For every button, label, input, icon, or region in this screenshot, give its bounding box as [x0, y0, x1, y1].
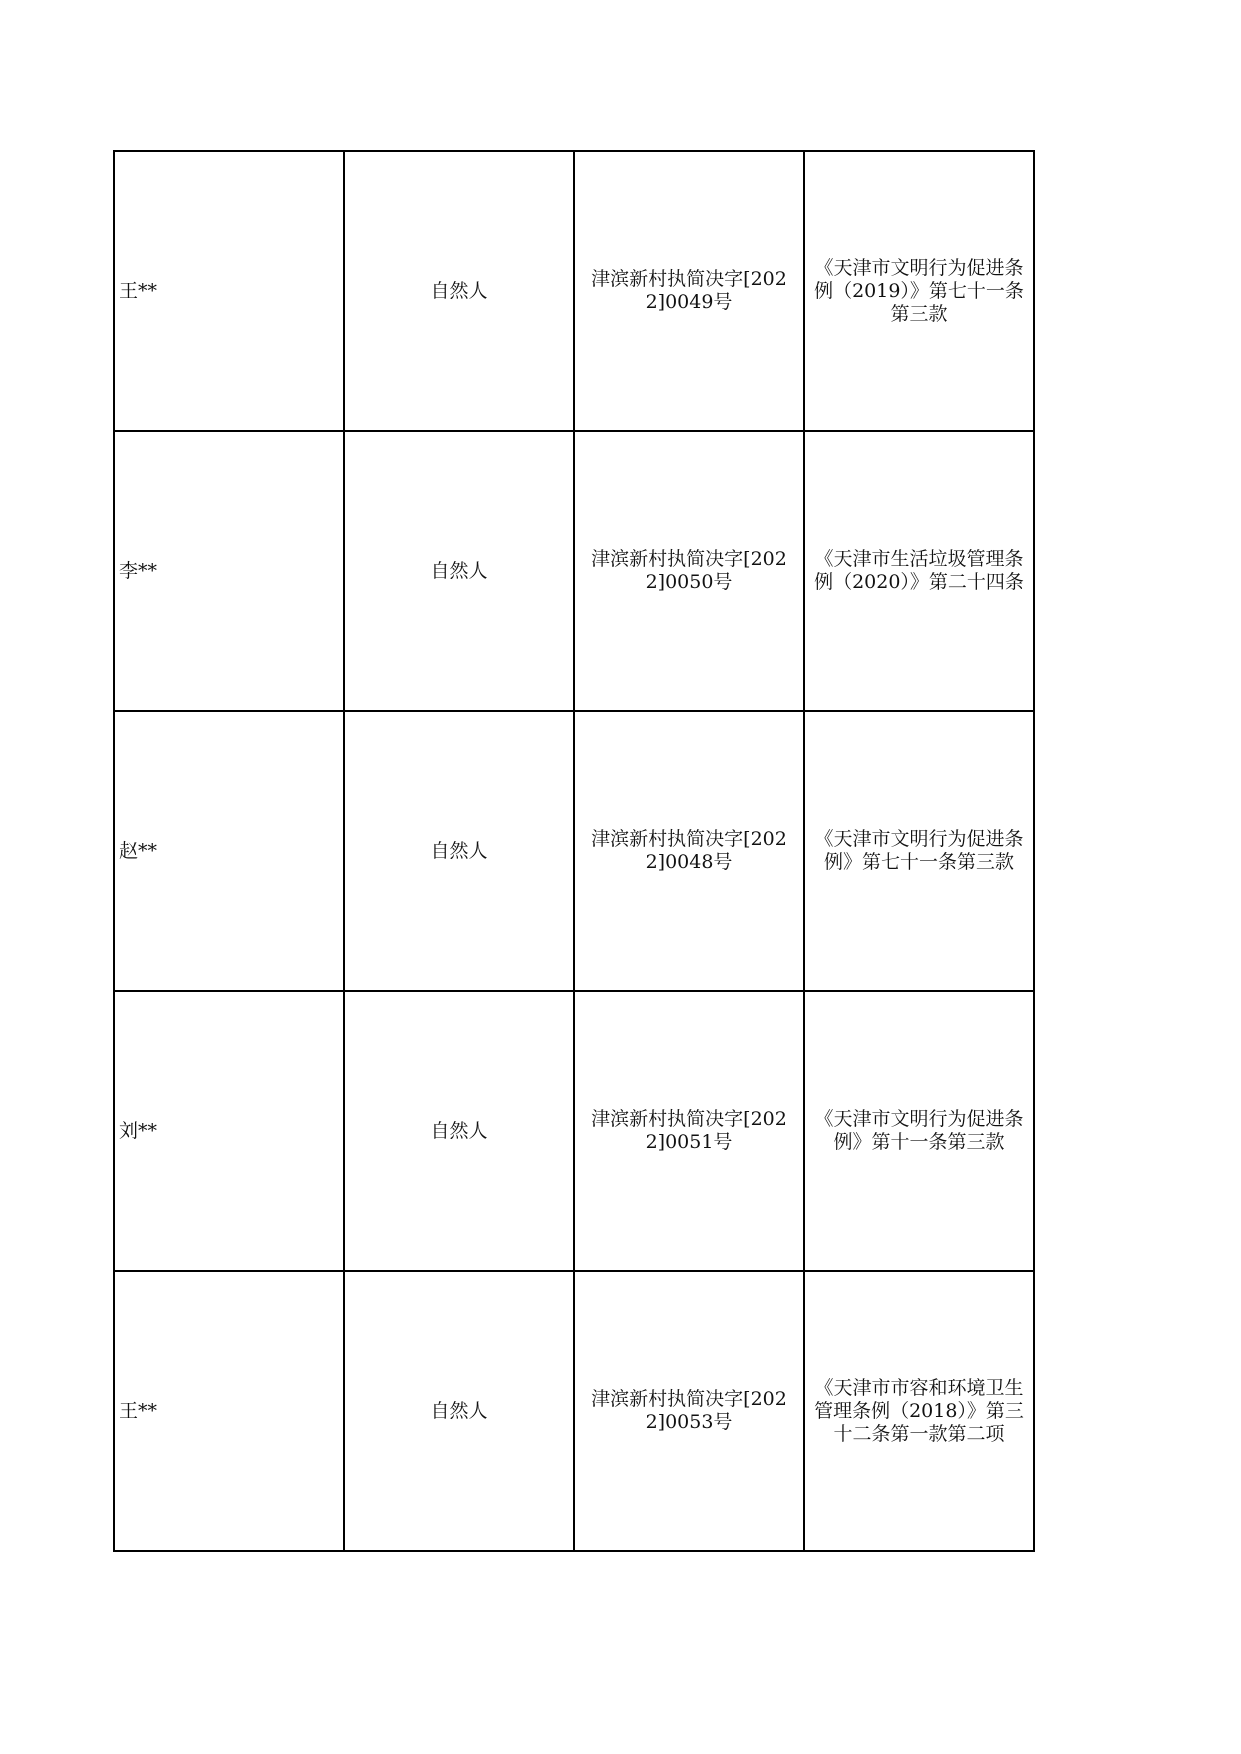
party-type-cell: 自然人 [344, 151, 574, 431]
decision-number-cell: 津滨新村执简决字[2022]0048号 [574, 711, 804, 991]
party-name-cell: 李** [114, 431, 344, 711]
legal-basis-cell: 《天津市文明行为促进条例（2019）》第七十一条第三款 [804, 151, 1034, 431]
party-name-cell: 刘** [114, 991, 344, 1271]
party-name-cell: 赵** [114, 711, 344, 991]
table-body [114, 151, 1034, 1551]
table-row [114, 711, 1034, 991]
decision-number-cell: 津滨新村执简决字[2022]0049号 [574, 151, 804, 431]
decision-number-cell: 津滨新村执简决字[2022]0053号 [574, 1271, 804, 1551]
party-name-cell: 王** [114, 1271, 344, 1551]
party-type-cell: 自然人 [344, 1271, 574, 1551]
legal-basis-cell: 《天津市文明行为促进条例》第十一条第三款 [804, 991, 1034, 1271]
party-type-cell: 自然人 [344, 991, 574, 1271]
party-type-cell: 自然人 [344, 711, 574, 991]
decision-number-cell: 津滨新村执简决字[2022]0051号 [574, 991, 804, 1271]
table-row [114, 1271, 1034, 1551]
table-row [114, 151, 1034, 431]
table-row [114, 991, 1034, 1271]
legal-basis-cell: 《天津市市容和环境卫生管理条例（2018）》第三十二条第一款第二项 [804, 1271, 1034, 1551]
table-row [114, 431, 1034, 711]
penalty-table [113, 150, 1035, 1552]
decision-number-cell: 津滨新村执简决字[2022]0050号 [574, 431, 804, 711]
party-name-cell: 王** [114, 151, 344, 431]
legal-basis-cell: 《天津市生活垃圾管理条例（2020）》第二十四条 [804, 431, 1034, 711]
legal-basis-cell: 《天津市文明行为促进条例》第七十一条第三款 [804, 711, 1034, 991]
party-type-cell: 自然人 [344, 431, 574, 711]
